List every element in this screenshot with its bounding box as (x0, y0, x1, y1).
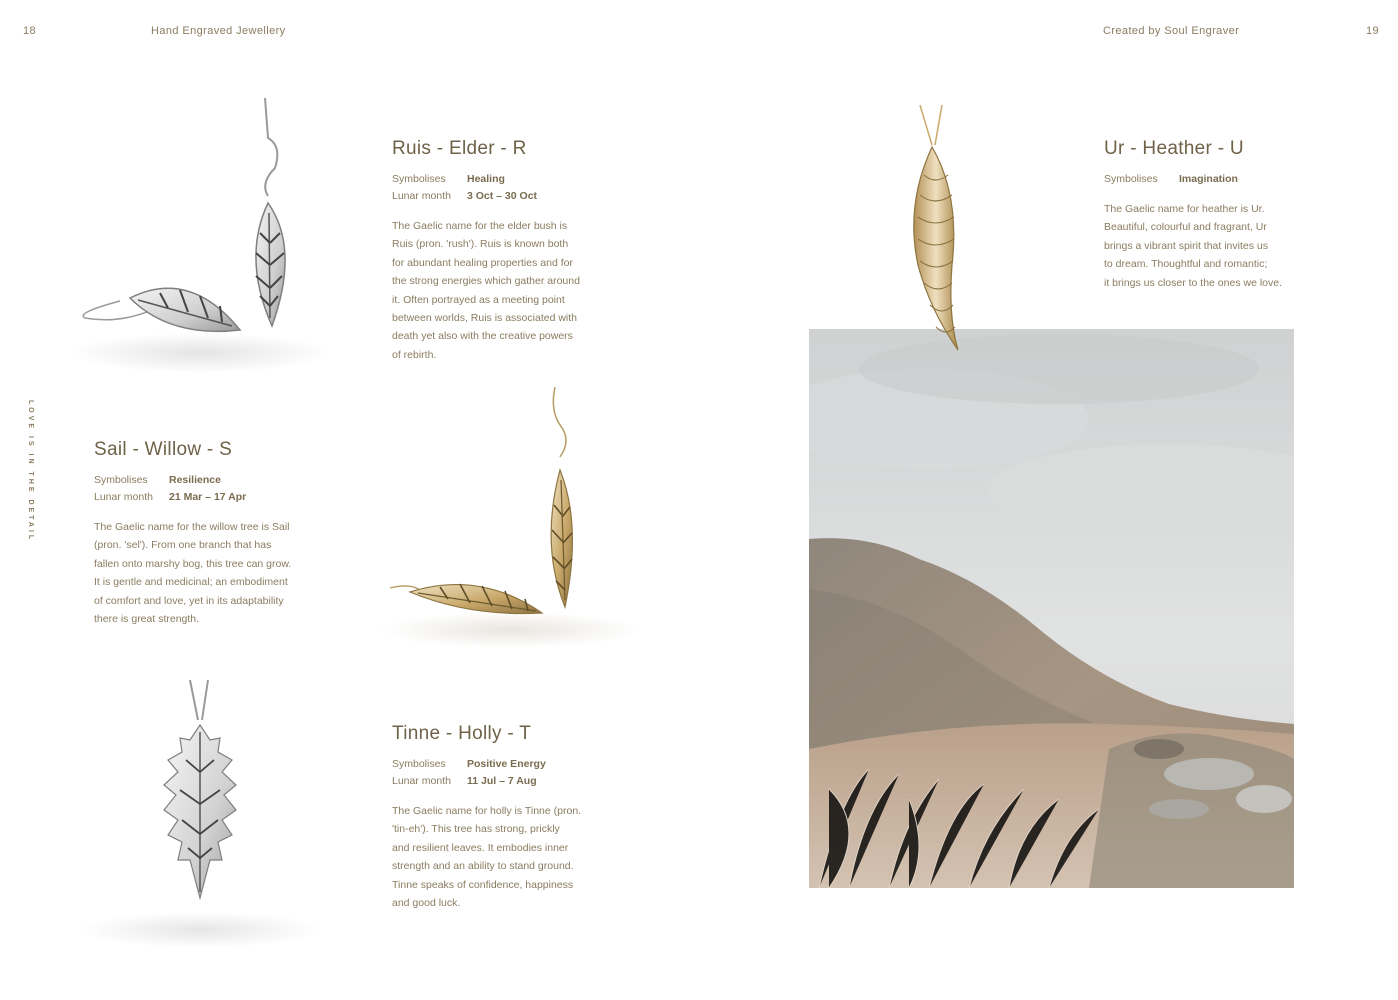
lunar-month-label: Lunar month (94, 491, 153, 503)
sail-desc-line: (pron. 'sel'). From one branch that has (94, 539, 272, 552)
ur-description (1104, 200, 1364, 292)
sail-symbolises-value: Resilience (169, 474, 221, 486)
right-page-number: 19 (1366, 25, 1380, 37)
ruis-desc-line: of rebirth. (392, 348, 437, 361)
symbolises-label: Symbolises (392, 173, 446, 185)
side-tagline: LOVE IS IN THE DETAIL (27, 400, 34, 543)
ur-desc-line: Beautiful, colourful and fragrant, Ur (1104, 221, 1267, 234)
silver-holly-pendant-image (50, 680, 342, 955)
right-running-title: Created by Soul Engraver (1103, 25, 1240, 37)
symbolises-label: Symbolises (94, 474, 148, 486)
gold-heather-pendant-image (880, 105, 980, 355)
sail-lunar-month-value: 21 Mar – 17 Apr (169, 491, 247, 503)
sail-desc-line: of comfort and love, yet in its adaptability (94, 594, 284, 607)
ur-desc-line: to dream. Thoughtful and romantic; (1104, 258, 1268, 271)
tinne-desc-line: strength and an ability to stand ground. (392, 860, 574, 873)
tinne-description (392, 802, 642, 912)
symbolises-label: Symbolises (1104, 173, 1158, 185)
ur-desc-line: The Gaelic name for heather is Ur. (1104, 203, 1265, 215)
silver-leaf-earrings-image (50, 98, 342, 376)
ruis-description (392, 217, 632, 364)
sail-meta (94, 472, 246, 506)
ruis-desc-line: it. Often portrayed as a meeting point (392, 293, 565, 306)
tinne-title: Tinne - Holly - T (392, 723, 532, 744)
tinne-desc-line: The Gaelic name for holly is Tinne (pron. (392, 805, 582, 817)
left-running-title: Hand Engraved Jewellery (151, 25, 286, 37)
tinne-desc-line: Tinne speaks of confidence, happiness (392, 878, 574, 891)
ruis-meta (392, 171, 537, 205)
ruis-desc-line: death yet also with the creative powers (392, 330, 573, 343)
ur-title: Ur - Heather - U (1104, 138, 1244, 159)
lunar-month-label: Lunar month (392, 775, 451, 787)
ur-meta (1104, 171, 1238, 188)
ur-desc-line: brings a vibrant spirit that invites us (1104, 239, 1268, 252)
ruis-desc-line: between worlds, Ruis is associated with (392, 312, 578, 325)
ruis-desc-line: Ruis (pron. 'rush'). Ruis is known both (392, 238, 569, 251)
ruis-desc-line: The Gaelic name for the elder bush is (392, 220, 568, 232)
ruis-lunar-month-value: 3 Oct – 30 Oct (467, 190, 538, 202)
tinne-desc-line: and good luck. (392, 897, 461, 910)
tinne-desc-line: 'tin-eh'). This tree has strong, prickly (392, 823, 560, 836)
tinne-symbolises-value: Positive Energy (467, 758, 546, 770)
sail-desc-line: It is gentle and medicinal; an embodiment (94, 576, 288, 589)
ur-desc-line: it brings us closer to the ones we love. (1104, 276, 1283, 289)
sail-title: Sail - Willow - S (94, 439, 233, 460)
sail-description (94, 518, 344, 628)
tinne-meta (392, 756, 546, 790)
tinne-desc-line: and resilient leaves. It embodies inner (392, 841, 569, 854)
sail-desc-line: fallen onto marshy bog, this tree can grow. (94, 557, 292, 570)
ruis-title: Ruis - Elder - R (392, 138, 527, 159)
gold-willow-earrings-image (360, 385, 650, 655)
sail-desc-line: The Gaelic name for the willow tree is Sail (94, 521, 290, 533)
ur-symbolises-value: Imagination (1179, 173, 1238, 185)
lunar-month-label: Lunar month (392, 190, 451, 202)
tinne-lunar-month-value: 11 Jul – 7 Aug (467, 775, 537, 787)
ruis-desc-line: the strong energies which gather around (392, 275, 580, 288)
left-page-number: 18 (23, 25, 37, 37)
ruis-symbolises-value: Healing (467, 173, 505, 185)
ruis-desc-line: for abundant healing properties and for (392, 256, 573, 269)
symbolises-label: Symbolises (392, 758, 446, 770)
moorland-landscape-photo (809, 329, 1294, 888)
sail-desc-line: there is great strength. (94, 613, 200, 626)
